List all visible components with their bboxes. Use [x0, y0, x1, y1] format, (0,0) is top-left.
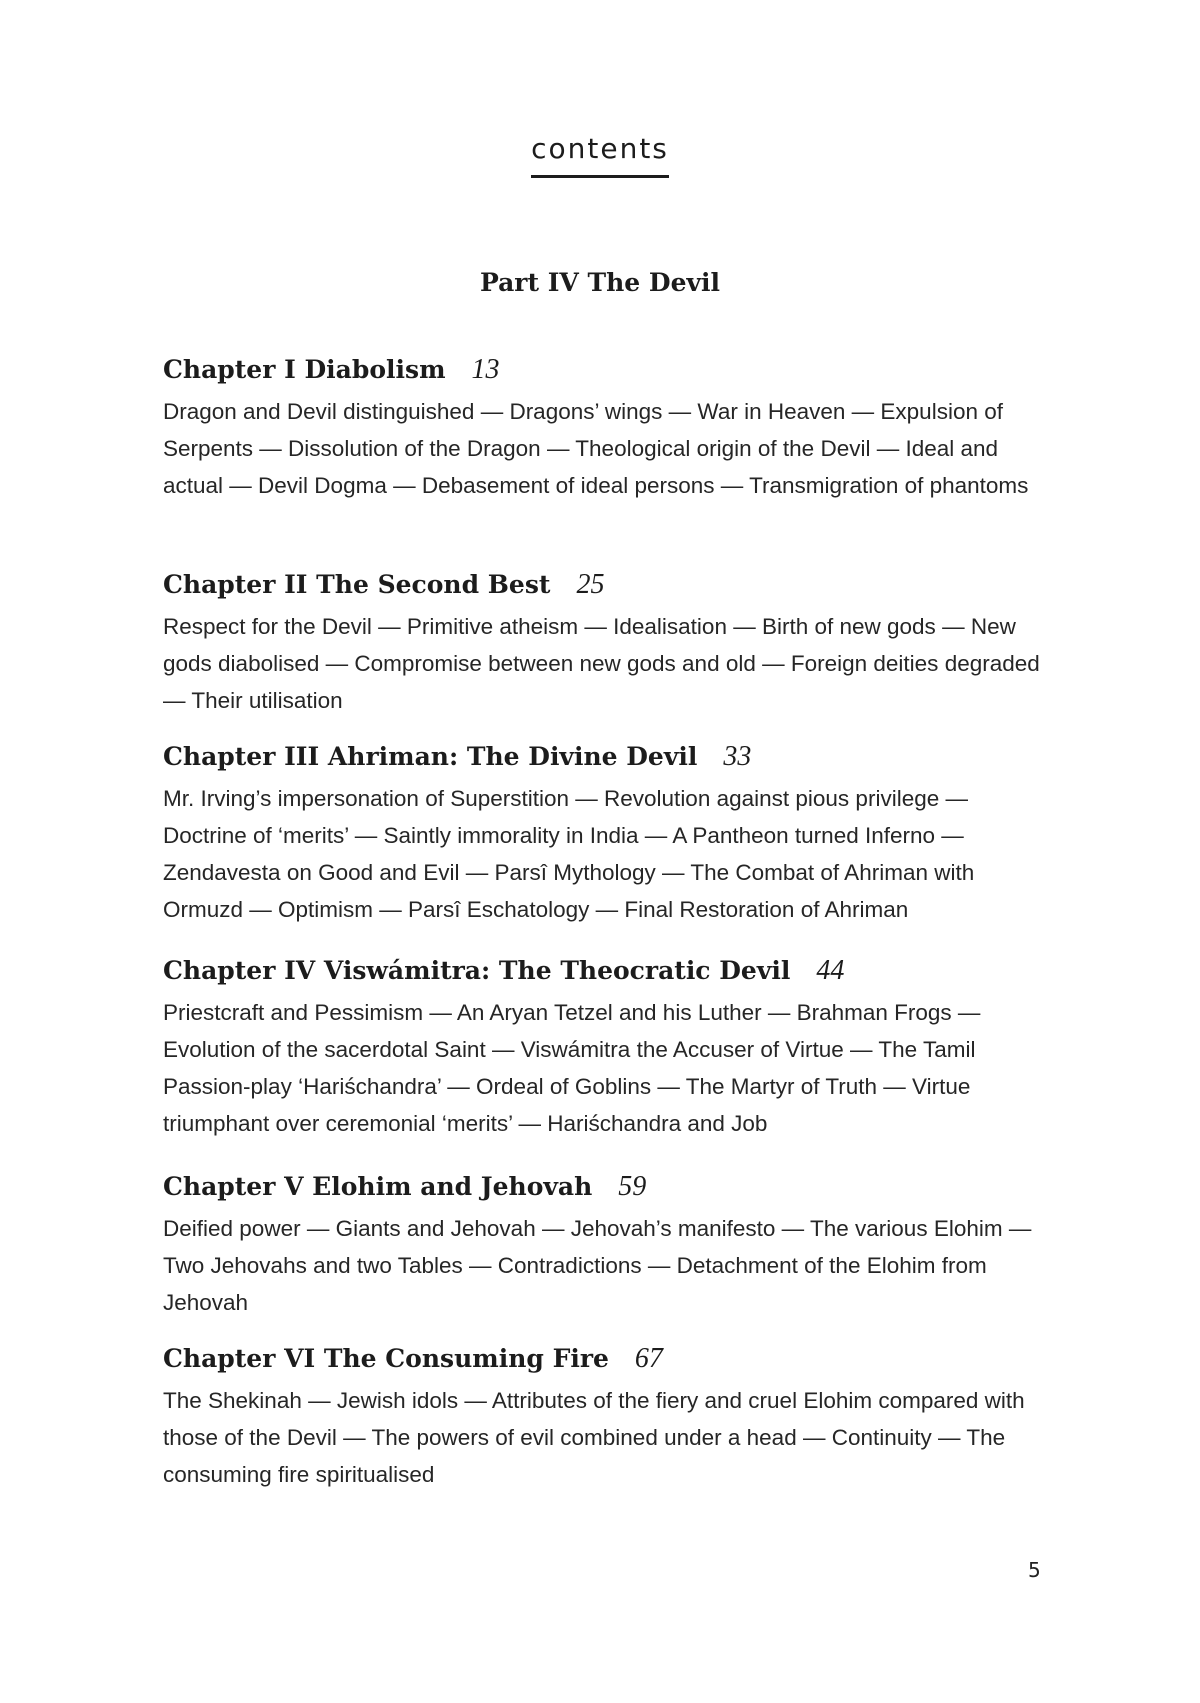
chapter-entry-5 [163, 1170, 1048, 1321]
chapter-description: Mr. Irving’s impersonation of Superstition — Revolution against pious privilege — Doctrine of ‘merits’ — Saintly immorality in India — A Pantheon turned Inferno — Zendavesta on Good and Evil — Parsî Mythology — The Combat of Ahriman with Ormuzd — Optimism — Parsî Eschatology — Final Restoration of Ahriman [163, 786, 975, 922]
contents-heading: contents [531, 132, 669, 178]
chapter-entry-6 [163, 1342, 1048, 1493]
chapter-page-number: 13 [471, 354, 500, 385]
chapter-entry-3 [163, 740, 1048, 928]
chapter-title: Chapter V Elohim and Jehovah [163, 1172, 593, 1201]
chapter-heading [163, 954, 1048, 988]
chapter-entry-1 [163, 353, 1048, 504]
chapter-description: Respect for the Devil — Primitive atheism — Idealisation — Birth of new gods — New gods diabolised — Compromise between new gods and old — Foreign deities degraded — Their utilisation [163, 614, 1040, 713]
chapter-description: Priestcraft and Pessimism — An Aryan Tetzel and his Luther — Brahman Frogs — Evolution of the sacerdotal Saint — Viswámitra the Accuser of Virtue — The Tamil Passion-play ‘Hariśchandra’ — Ordeal of Goblins — The Martyr of Truth — Virtue triumphant over ceremonial ‘merits’ — Hariśchandra and Job [163, 1000, 981, 1136]
chapter-title: Chapter III Ahriman: The Divine Devil [163, 742, 698, 771]
chapter-heading [163, 1170, 1048, 1204]
chapter-title: Chapter VI The Consuming Fire [163, 1344, 609, 1373]
chapter-page-number: 44 [816, 955, 845, 986]
chapter-title: Chapter II The Second Best [163, 570, 551, 599]
chapter-title: Chapter IV Viswámitra: The Theocratic Devil [163, 956, 791, 985]
part-title: Part IV The Devil [479, 268, 721, 297]
chapter-entry-2 [163, 568, 1048, 719]
chapter-heading [163, 740, 1048, 774]
chapter-page-number: 67 [634, 1343, 663, 1374]
page-number: 5 [1028, 1558, 1041, 1582]
chapter-page-number: 33 [723, 741, 752, 772]
chapter-description: The Shekinah — Jewish idols — Attributes of the fiery and cruel Elohim compared with those of the Devil — The powers of evil combined under a head — Continuity — The consuming fire spiritualised [163, 1388, 1025, 1487]
chapter-entry-4 [163, 954, 1048, 1142]
chapter-description: Dragon and Devil distinguished — Dragons’ wings — War in Heaven — Expulsion of Serpents — Dissolution of the Dragon — Theological origin of the Devil — Ideal and actual — Devil Dogma — Debasement of ideal persons — Transmigration of phantoms [163, 399, 1029, 498]
chapter-heading [163, 568, 1048, 602]
chapter-title: Chapter I Diabolism [163, 355, 446, 384]
chapter-description: Deified power — Giants and Jehovah — Jehovah’s manifesto — The various Elohim — Two Jehovahs and two Tables — Contradictions — Detachment of the Elohim from Jehovah [163, 1216, 1032, 1315]
chapter-page-number: 25 [576, 569, 605, 600]
contents-heading-wrap [0, 132, 1200, 178]
chapter-page-number: 59 [618, 1171, 647, 1202]
chapter-heading [163, 353, 1048, 387]
chapter-heading [163, 1342, 1048, 1376]
